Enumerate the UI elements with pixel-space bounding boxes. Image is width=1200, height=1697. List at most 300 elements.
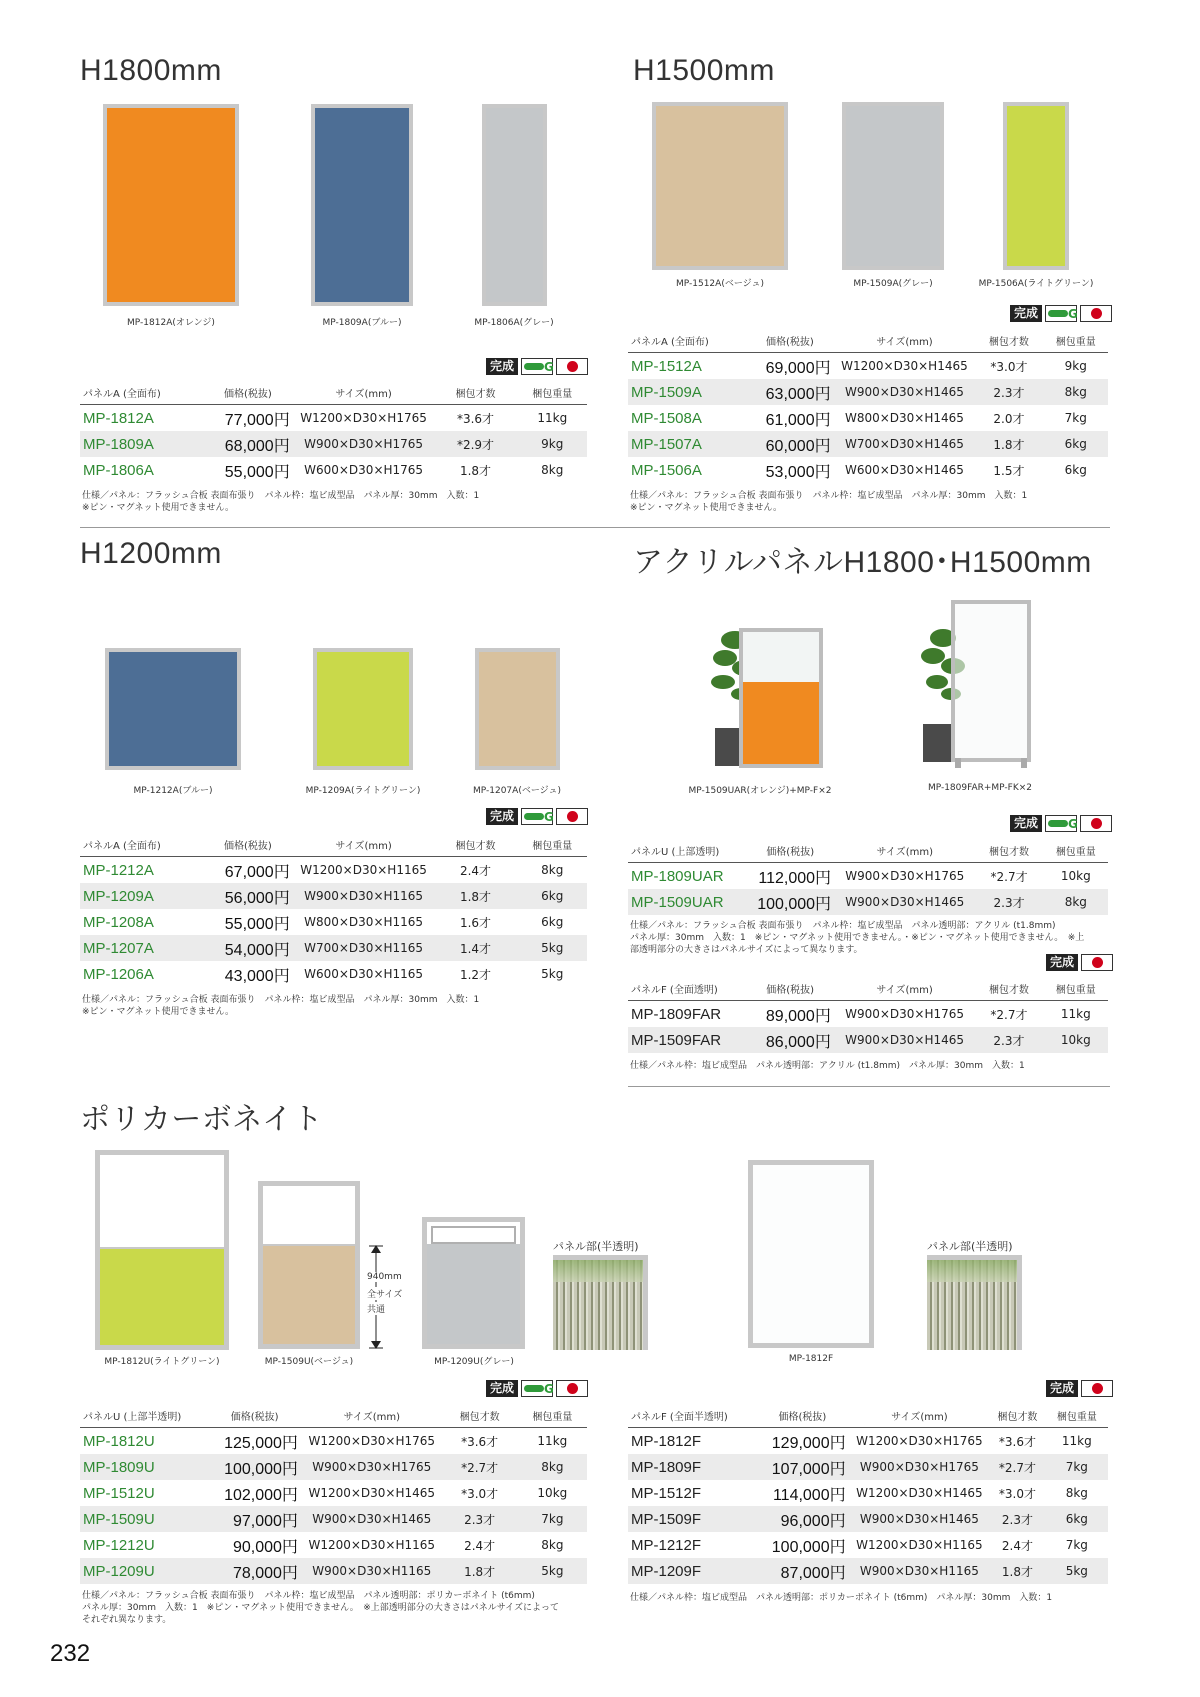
- size: W1200×D30×H1465: [308, 1486, 436, 1500]
- spec-note: 仕様／パネル：フラッシュ合板 表面布張り パネル枠：塩ビ成型品 パネル透明部：ポリカーボネイト (t6mm) パネル厚：30mm 入数：1 ※ピン・マグネット使用できません。 ※上部透明部分の大きさはパネルサイズによって それぞれ異なります。: [82, 1591, 560, 1625]
- acrylic-photo-2: [915, 598, 1035, 770]
- packing-weight: 10kg: [1044, 1027, 1108, 1053]
- packing-volume: *3.6才: [456, 411, 495, 426]
- table-row: [80, 935, 587, 961]
- svg-text:G: G: [544, 360, 554, 374]
- panel-caption: MP-1812F: [788, 1354, 834, 1364]
- acrylic-title: アクリルパネルH1800･H1500mm: [633, 546, 1092, 579]
- green-mark-icon: [1045, 305, 1077, 322]
- spec-note: 仕様／パネル：フラッシュ合板 表面布張り パネル枠：塩ビ成型品 パネル厚：30mm 入数：1 ※ピン・マグネット使用できません。: [82, 491, 480, 513]
- size: W900×D30×H1765: [850, 1454, 990, 1480]
- header-packing-weight: 梱包重量: [518, 1403, 587, 1428]
- size: W900×D30×H1765: [845, 869, 965, 883]
- price: 114,000円: [772, 1486, 846, 1504]
- panel-caption: MP-1812A(オレンジ): [127, 318, 215, 328]
- packing-weight: 11kg: [537, 1434, 568, 1448]
- price: 54,000円: [202, 935, 294, 961]
- panel-caption: MP-1809A(ブルー): [322, 318, 402, 328]
- header-size: サイズ(mm): [302, 1403, 442, 1428]
- translucent-detail-image: [927, 1255, 1022, 1350]
- packing-weight: 10kg: [1060, 869, 1091, 883]
- header-model: パネルU (上部半透明): [80, 1403, 207, 1428]
- packing-volume: 2.3才: [974, 379, 1043, 405]
- model-code: MP-1208A: [83, 913, 154, 931]
- packing-weight: 8kg: [541, 1538, 564, 1552]
- h1200-title: H1200mm: [80, 537, 222, 570]
- svg-text:G: G: [544, 810, 554, 824]
- spec-table-h1200: [80, 832, 587, 987]
- price: 125,000円: [224, 1434, 298, 1452]
- header-model: パネルA (全面布): [80, 832, 202, 857]
- price: 60,000円: [745, 431, 835, 457]
- size: W700×D30×H1465: [835, 431, 975, 457]
- panel-image-mp-1212a: [105, 648, 241, 770]
- size: W1200×D30×H1465: [856, 1486, 983, 1500]
- header-size: サイズ(mm): [835, 838, 974, 863]
- model-code: MP-1809F: [628, 1454, 755, 1480]
- table-row: [80, 883, 587, 909]
- green-mark-icon: [521, 358, 553, 375]
- spec-table-acrylic-u: [628, 838, 1108, 915]
- model-code: MP-1809UAR: [631, 867, 724, 885]
- acrylic-caption: MP-1509UAR(オレンジ)+MP-F×2: [688, 786, 832, 796]
- size: W800×D30×H1465: [844, 411, 964, 425]
- table-header-row: [80, 832, 587, 857]
- detail-label: パネル部(半透明): [553, 1240, 639, 1253]
- packing-volume: 1.2才: [459, 967, 492, 982]
- table-row: [628, 1454, 1108, 1480]
- size: W900×D30×H1165: [294, 883, 434, 909]
- price: 86,000円: [745, 1027, 834, 1053]
- packing-volume: 2.3才: [442, 1506, 518, 1532]
- japan-flag-icon: [1080, 305, 1112, 322]
- table-header-row: [628, 328, 1108, 353]
- packing-volume: *2.7才: [989, 1454, 1045, 1480]
- model-code: MP-1509A: [628, 379, 745, 405]
- japan-flag-icon: [1080, 815, 1112, 832]
- table-row: [80, 961, 587, 987]
- spec-table-acrylic-f: [628, 976, 1108, 1053]
- header-packing-volume: 梱包才数: [433, 380, 517, 405]
- badge-group: [1046, 954, 1113, 971]
- price: 78,000円: [207, 1558, 302, 1584]
- japan-flag-icon: [556, 808, 588, 825]
- header-price: 価格(税抜): [745, 838, 835, 863]
- packing-volume: 2.3才: [974, 889, 1043, 915]
- kansei-badge: 完成: [1010, 305, 1042, 322]
- header-price: 価格(税抜): [745, 976, 834, 1001]
- spec-note: 仕様／パネル：フラッシュ合板 表面布張り パネル枠：塩ビ成型品 パネル厚：30mm 入数：1 ※ピン・マグネット使用できません。: [630, 491, 1028, 513]
- price: 43,000円: [224, 967, 290, 985]
- header-packing-weight: 梱包重量: [1046, 1403, 1108, 1428]
- model-code: MP-1509F: [628, 1506, 755, 1532]
- model-code: MP-1509UAR: [628, 889, 745, 915]
- table-row: [628, 863, 1108, 890]
- packing-volume: 2.4才: [1001, 1538, 1033, 1553]
- panel-image-mp-1506a: [1003, 102, 1069, 270]
- packing-weight: 6kg: [518, 883, 587, 909]
- model-code: MP-1512U: [83, 1484, 155, 1502]
- svg-text:G: G: [544, 1382, 554, 1396]
- size: W900×D30×H1765: [294, 431, 434, 457]
- table-header-row: [628, 976, 1108, 1001]
- table-row: [80, 457, 587, 483]
- packing-weight: 8kg: [1065, 1486, 1088, 1500]
- packing-weight: 5kg: [518, 935, 587, 961]
- green-mark-icon: [521, 1380, 553, 1397]
- packing-weight: 6kg: [1064, 463, 1087, 477]
- size: W600×D30×H1165: [304, 967, 424, 981]
- size: W900×D30×H1465: [835, 889, 974, 915]
- table-row: [628, 353, 1108, 380]
- price: 129,000円: [771, 1434, 846, 1452]
- panel-caption: MP-1509A(グレー): [853, 279, 933, 289]
- badge-group: [1046, 1380, 1113, 1397]
- price: 61,000円: [765, 411, 831, 429]
- size: W1200×D30×H1765: [308, 1434, 436, 1448]
- table-row: [80, 1506, 587, 1532]
- table-row: [628, 1532, 1108, 1558]
- table-row: [80, 857, 587, 884]
- table-row: [628, 1506, 1108, 1532]
- spec-note: 仕様／パネル枠：塩ビ成型品 パネル透明部：アクリル (t1.8mm) パネル厚：30mm 入数：1: [630, 1061, 1025, 1071]
- header-size: サイズ(mm): [835, 328, 975, 353]
- header-packing-volume: 梱包才数: [442, 1403, 518, 1428]
- packing-volume: *3.6才: [461, 1434, 499, 1449]
- size: W800×D30×H1165: [304, 915, 424, 929]
- model-code: MP-1212A: [83, 861, 154, 879]
- size: W700×D30×H1165: [294, 935, 434, 961]
- table-row: [80, 1454, 587, 1480]
- panel-image-mp-1812f: [748, 1160, 874, 1348]
- japan-flag-icon: [556, 1380, 588, 1397]
- header-packing-weight: 梱包重量: [1044, 976, 1108, 1001]
- header-model: パネルA (全面布): [80, 380, 202, 405]
- packing-volume: *3.0才: [998, 1486, 1036, 1501]
- section-divider: [628, 1086, 1110, 1087]
- header-packing-volume: 梱包才数: [989, 1403, 1045, 1428]
- model-code: MP-1206A: [83, 965, 154, 983]
- price: 67,000円: [224, 863, 290, 881]
- kansei-badge: 完成: [1046, 954, 1078, 971]
- table-row: [80, 1532, 587, 1558]
- packing-weight: 8kg: [1044, 379, 1108, 405]
- header-size: サイズ(mm): [294, 832, 434, 857]
- table-header-row: [80, 380, 587, 405]
- price: 107,000円: [755, 1454, 849, 1480]
- section-divider: [80, 527, 1110, 528]
- size: W900×D30×H1465: [835, 1027, 974, 1053]
- panel-image-mp-1806a: [482, 104, 547, 306]
- table-row: [80, 1480, 587, 1506]
- kansei-badge: 完成: [486, 1380, 518, 1397]
- header-size: サイズ(mm): [294, 380, 434, 405]
- header-packing-weight: 梱包重量: [1044, 328, 1108, 353]
- table-row: [628, 889, 1108, 915]
- packing-weight: 6kg: [541, 915, 564, 929]
- price: 100,000円: [771, 1538, 846, 1556]
- table-row: [628, 1558, 1108, 1584]
- size: W600×D30×H1465: [844, 463, 964, 477]
- size: W900×D30×H1765: [302, 1454, 442, 1480]
- packing-weight: 5kg: [1046, 1558, 1108, 1584]
- price: 112,000円: [758, 869, 832, 887]
- packing-weight: 8kg: [518, 1454, 587, 1480]
- price: 96,000円: [755, 1506, 849, 1532]
- detail-label: パネル部(半透明): [927, 1240, 1013, 1253]
- spec-note: 仕様／パネル：フラッシュ合板 表面布張り パネル枠：塩ビ成型品 パネル透明部：アクリル (t1.8mm) パネル厚：30mm 入数：1 ※ピン・マグネット使用できません。・※ピン・マグネット使用できません。 ※上 部透明部分の大きさはパネルサイズによって異なります。: [630, 921, 1085, 955]
- panel-caption: MP-1209A(ライトグリーン): [305, 786, 421, 796]
- packing-volume: 2.4才: [459, 863, 492, 878]
- size: W600×D30×H1765: [304, 463, 424, 477]
- packing-weight: 10kg: [537, 1486, 568, 1500]
- header-packing-volume: 梱包才数: [974, 838, 1043, 863]
- header-packing-weight: 梱包重量: [518, 380, 587, 405]
- h1800-title: H1800mm: [80, 54, 222, 87]
- acrylic-caption: MP-1809FAR+MP-FK×2: [927, 783, 1033, 793]
- polycarbonate-title: ポリカーボネイト: [80, 1103, 324, 1136]
- kansei-badge: 完成: [1010, 815, 1042, 832]
- price: 100,000円: [207, 1454, 302, 1480]
- panel-image-mp-1209a: [313, 648, 413, 770]
- model-code: MP-1508A: [631, 409, 702, 427]
- kansei-badge: 完成: [1046, 1380, 1078, 1397]
- packing-weight: 7kg: [1046, 1454, 1108, 1480]
- table-header-row: [628, 1403, 1108, 1428]
- panel-caption: MP-1212A(ブルー): [133, 786, 213, 796]
- spec-table-polycarbonate-u: [80, 1403, 587, 1584]
- table-row: [80, 431, 587, 457]
- header-price: 価格(税抜): [202, 380, 294, 405]
- table-row: [80, 909, 587, 935]
- dimension-label: 940mm: [367, 1272, 402, 1282]
- panel-image-mp-1209u: [422, 1217, 525, 1349]
- japan-flag-icon: [1081, 954, 1113, 971]
- price: 69,000円: [765, 359, 831, 377]
- packing-weight: 5kg: [518, 1558, 587, 1584]
- table-row: [628, 379, 1108, 405]
- dimension-label: 共通: [367, 1302, 385, 1315]
- header-packing-volume: 梱包才数: [974, 976, 1043, 1001]
- badge-group: [486, 358, 588, 375]
- price: 102,000円: [224, 1486, 298, 1504]
- japan-flag-icon: [556, 358, 588, 375]
- spec-note: 仕様／パネル枠：塩ビ成型品 パネル透明部：ポリカーボネイト (t6mm) パネル厚：30mm 入数：1: [630, 1593, 1053, 1603]
- packing-volume: 2.0才: [993, 411, 1025, 426]
- price: 87,000円: [755, 1558, 849, 1584]
- page-number: 232: [50, 1640, 91, 1667]
- header-size: サイズ(mm): [835, 976, 974, 1001]
- table-header-row: [628, 838, 1108, 863]
- packing-volume: *3.6才: [998, 1434, 1036, 1449]
- packing-volume: 1.8才: [442, 1558, 518, 1584]
- size: W900×D30×H1465: [835, 379, 975, 405]
- size: W1200×D30×H1465: [841, 359, 968, 373]
- panel-image-mp-1512a: [652, 102, 788, 270]
- packing-volume: *3.0才: [461, 1486, 499, 1501]
- model-code: MP-1509FAR: [628, 1027, 745, 1053]
- price: 55,000円: [224, 463, 290, 481]
- packing-weight: 7kg: [1065, 1538, 1088, 1552]
- header-model: パネルF (全面半透明): [628, 1403, 755, 1428]
- model-code: MP-1212F: [631, 1536, 702, 1554]
- packing-weight: 8kg: [1044, 889, 1108, 915]
- svg-text:G: G: [1068, 817, 1078, 831]
- panel-image-mp-1509u: [258, 1181, 360, 1349]
- header-model: パネルF (全面透明): [628, 976, 745, 1001]
- packing-weight: 8kg: [541, 863, 564, 877]
- header-model: パネルU (上部透明): [628, 838, 745, 863]
- packing-volume: 2.3才: [989, 1506, 1045, 1532]
- packing-weight: 6kg: [1046, 1506, 1108, 1532]
- model-code: MP-1809A: [80, 431, 202, 457]
- header-packing-volume: 梱包才数: [974, 328, 1043, 353]
- panel-caption: MP-1509U(ベージュ): [264, 1357, 354, 1367]
- table-row: [628, 1428, 1108, 1455]
- model-code: MP-1507A: [628, 431, 745, 457]
- badge-group: [486, 808, 588, 825]
- table-row: [628, 405, 1108, 431]
- price: 56,000円: [202, 883, 294, 909]
- size: W1200×D30×H1765: [856, 1434, 983, 1448]
- packing-weight: 7kg: [1064, 411, 1087, 425]
- header-packing-volume: 梱包才数: [433, 832, 517, 857]
- model-code: MP-1207A: [80, 935, 202, 961]
- panel-caption: MP-1207A(ベージュ): [473, 786, 561, 796]
- packing-volume: 1.4才: [433, 935, 517, 961]
- model-code: MP-1812U: [83, 1432, 155, 1450]
- table-row: [80, 1428, 587, 1455]
- packing-volume: *2.7才: [442, 1454, 518, 1480]
- japan-flag-icon: [1081, 1380, 1113, 1397]
- header-price: 価格(税抜): [745, 328, 835, 353]
- price: 53,000円: [765, 463, 831, 481]
- translucent-detail-image: [553, 1255, 648, 1350]
- green-mark-icon: [1045, 815, 1077, 832]
- header-size: サイズ(mm): [850, 1403, 990, 1428]
- panel-caption: MP-1512A(ベージュ): [676, 279, 764, 289]
- packing-volume: 1.8才: [974, 431, 1043, 457]
- table-row: [628, 457, 1108, 483]
- model-code: MP-1512F: [631, 1484, 702, 1502]
- size: W1200×D30×H1165: [856, 1538, 983, 1552]
- packing-volume: 1.8才: [459, 463, 492, 478]
- acrylic-photo-1: [705, 620, 825, 770]
- model-code: MP-1809U: [80, 1454, 207, 1480]
- panel-image-mp-1812u: [95, 1150, 229, 1350]
- h1500-title: H1500mm: [633, 54, 775, 87]
- dimension-label: 全サイズ: [367, 1287, 402, 1300]
- model-code: MP-1812F: [631, 1432, 702, 1450]
- packing-volume: 1.6才: [459, 915, 492, 930]
- header-packing-weight: 梱包重量: [518, 832, 587, 857]
- model-code: MP-1212U: [83, 1536, 155, 1554]
- price: 97,000円: [207, 1506, 302, 1532]
- size: W1200×D30×H1765: [300, 411, 427, 425]
- packing-volume: 2.3才: [974, 1027, 1043, 1053]
- table-row: [628, 1027, 1108, 1053]
- packing-weight: 5kg: [541, 967, 564, 981]
- price: 77,000円: [224, 411, 290, 429]
- price: 63,000円: [745, 379, 835, 405]
- packing-weight: 11kg: [537, 411, 568, 425]
- spec-table-h1800: [80, 380, 587, 483]
- spec-table-h1500: [628, 328, 1108, 483]
- packing-volume: *2.7才: [990, 1007, 1028, 1022]
- model-code: MP-1812A: [83, 409, 154, 427]
- size: W900×D30×H1465: [850, 1506, 990, 1532]
- size: W1200×D30×H1165: [308, 1538, 436, 1552]
- badge-group: [486, 1380, 588, 1397]
- header-price: 価格(税抜): [207, 1403, 302, 1428]
- header-packing-weight: 梱包重量: [1044, 838, 1108, 863]
- header-model: パネルA (全面布): [628, 328, 745, 353]
- size: W900×D30×H1165: [302, 1558, 442, 1584]
- model-code: MP-1209A: [80, 883, 202, 909]
- packing-weight: 9kg: [518, 431, 587, 457]
- panel-image-mp-1812a: [103, 104, 239, 306]
- panel-caption: MP-1812U(ライトグリーン): [104, 1357, 220, 1367]
- table-row: [80, 405, 587, 432]
- packing-weight: 9kg: [1064, 359, 1087, 373]
- model-code: MP-1509U: [80, 1506, 207, 1532]
- packing-volume: 1.8才: [433, 883, 517, 909]
- model-code: MP-1809FAR: [631, 1005, 722, 1023]
- packing-weight: 11kg: [1060, 1007, 1091, 1021]
- panel-caption: MP-1506A(ライトグリーン): [978, 279, 1094, 289]
- table-row: [80, 1558, 587, 1584]
- header-price: 価格(税抜): [202, 832, 294, 857]
- size: W1200×D30×H1165: [300, 863, 427, 877]
- packing-volume: 2.4才: [464, 1538, 496, 1553]
- spec-note: 仕様／パネル：フラッシュ合板 表面布張り パネル枠：塩ビ成型品 パネル厚：30mm 入数：1 ※ピン・マグネット使用できません。: [82, 995, 480, 1017]
- price: 89,000円: [765, 1007, 831, 1025]
- table-row: [628, 431, 1108, 457]
- model-code: MP-1209F: [628, 1558, 755, 1584]
- price: 55,000円: [224, 915, 290, 933]
- panel-image-mp-1207a: [475, 648, 560, 770]
- model-code: MP-1512A: [631, 357, 702, 375]
- packing-weight: 8kg: [541, 463, 564, 477]
- packing-volume: 1.8才: [989, 1558, 1045, 1584]
- panel-image-mp-1809a: [311, 104, 413, 306]
- badge-group: [1010, 815, 1112, 832]
- price: 68,000円: [202, 431, 294, 457]
- spec-table-polycarbonate-f: [628, 1403, 1108, 1584]
- table-header-row: [80, 1403, 587, 1428]
- header-price: 価格(税抜): [755, 1403, 849, 1428]
- packing-volume: *2.7才: [990, 869, 1028, 884]
- packing-weight: 7kg: [518, 1506, 587, 1532]
- model-code: MP-1806A: [83, 461, 154, 479]
- model-code: MP-1506A: [631, 461, 702, 479]
- size: W900×D30×H1765: [845, 1007, 965, 1021]
- panel-caption: MP-1209U(グレー): [434, 1357, 514, 1367]
- badge-group: [1010, 305, 1112, 322]
- size: W900×D30×H1465: [302, 1506, 442, 1532]
- price: 90,000円: [232, 1538, 298, 1556]
- table-row: [628, 1480, 1108, 1506]
- packing-volume: *2.9才: [433, 431, 517, 457]
- size: W900×D30×H1165: [850, 1558, 990, 1584]
- panel-caption: MP-1806A(グレー): [474, 318, 554, 328]
- svg-text:G: G: [1068, 307, 1078, 321]
- packing-volume: *3.0才: [990, 359, 1028, 374]
- green-mark-icon: [521, 808, 553, 825]
- table-row: [628, 1001, 1108, 1028]
- model-code: MP-1209U: [80, 1558, 207, 1584]
- price: 100,000円: [745, 889, 835, 915]
